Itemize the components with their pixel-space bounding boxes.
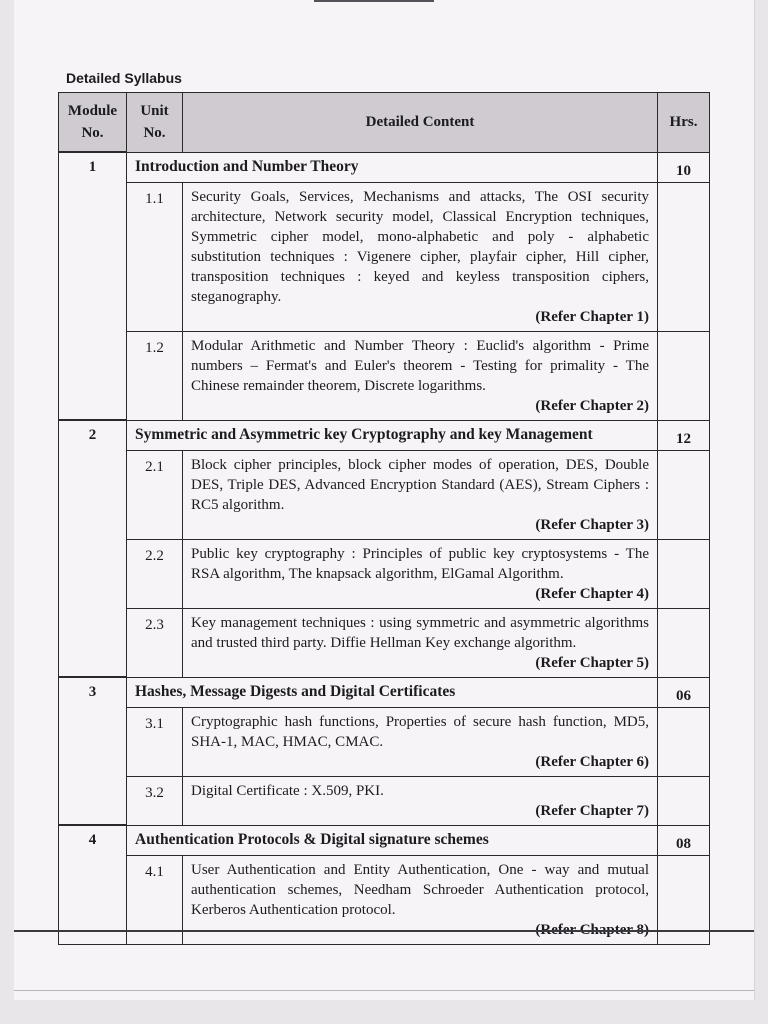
page-edge-rule <box>14 990 754 991</box>
module-hours: 12 <box>658 420 710 450</box>
module-hours: 08 <box>658 825 710 855</box>
module-number: 1 <box>59 152 127 420</box>
hours-cell-empty <box>658 707 710 776</box>
hours-cell-empty <box>658 450 710 539</box>
unit-row <box>59 331 710 420</box>
module-number: 2 <box>59 420 127 677</box>
unit-content <box>183 539 658 608</box>
unit-number: 2.3 <box>127 608 183 677</box>
header-module: Module No. <box>59 93 127 153</box>
unit-text: Cryptographic hash functions, Properties of secure hash function, MD5, SHA-1, MAC, HMAC, CMAC. <box>191 713 649 750</box>
unit-text: Digital Certificate : X.509, PKI. <box>191 782 384 799</box>
module-row <box>59 152 710 182</box>
unit-text: Public key cryptography : Principles of public key cryptosystems - The RSA algorithm, The knapsack algorithm, ElGamal Algorithm. <box>191 545 649 582</box>
unit-number: 3.2 <box>127 776 183 825</box>
unit-text: User Authentication and Entity Authentication, One - way and mutual authentication schemes, Needham Schroeder Authentication protocol, Kerberos Authentication protocol. <box>191 861 649 918</box>
module-hours: 10 <box>658 152 710 182</box>
chapter-reference: (Refer Chapter 1) <box>535 308 649 325</box>
header-row <box>59 93 710 153</box>
chapter-reference: (Refer Chapter 5) <box>535 654 649 671</box>
unit-text: Security Goals, Services, Mechanisms and attacks, The OSI security architecture, Network security model, Classical Encryption techniques, Symmetric cipher model, mono-alphabetic and poly - alphabetic substitution techniques : Vigenere cipher, playfair cipher, Hill cipher, transposition techniques : keyed and keyless transposition ciphers, steganography. <box>191 188 649 305</box>
module-row <box>59 420 710 450</box>
syllabus-table <box>58 92 710 945</box>
chapter-reference: (Refer Chapter 6) <box>535 753 649 770</box>
unit-content <box>183 182 658 331</box>
unit-number: 2.1 <box>127 450 183 539</box>
module-number: 3 <box>59 677 127 825</box>
header-hrs: Hrs. <box>658 93 710 153</box>
unit-number: 1.1 <box>127 182 183 331</box>
unit-number: 4.1 <box>127 855 183 944</box>
unit-text: Modular Arithmetic and Number Theory : Euclid's algorithm - Prime numbers – Fermat's and Euler's theorem - Testing for primality - The Chinese remainder theorem, Discrete logarithms. <box>191 337 649 394</box>
module-title: Symmetric and Asymmetric key Cryptography and key Management <box>127 420 658 450</box>
unit-row <box>59 707 710 776</box>
hours-cell-empty <box>658 539 710 608</box>
module-row <box>59 677 710 707</box>
hours-cell-empty <box>658 182 710 331</box>
unit-number: 3.1 <box>127 707 183 776</box>
section-title: Detailed Syllabus <box>66 70 182 86</box>
module-title: Hashes, Message Digests and Digital Certificates <box>127 677 658 707</box>
chapter-reference: (Refer Chapter 2) <box>535 397 649 414</box>
unit-row <box>59 776 710 825</box>
chapter-reference: (Refer Chapter 4) <box>535 585 649 602</box>
unit-content <box>183 776 658 825</box>
unit-content <box>183 450 658 539</box>
chapter-reference: (Refer Chapter 7) <box>535 802 649 819</box>
unit-number: 2.2 <box>127 539 183 608</box>
hours-cell-empty <box>658 776 710 825</box>
module-title: Introduction and Number Theory <box>127 152 658 182</box>
unit-content <box>183 707 658 776</box>
unit-number: 1.2 <box>127 331 183 420</box>
header-unit: Unit No. <box>127 93 183 153</box>
unit-row <box>59 608 710 677</box>
unit-content <box>183 608 658 677</box>
bottom-rule <box>14 930 754 932</box>
unit-row <box>59 450 710 539</box>
unit-text: Block cipher principles, block cipher modes of operation, DES, Double DES, Triple DES, Advanced Encryption Standard (AES), Stream Ciphers : RC5 algorithm. <box>191 456 649 513</box>
unit-row <box>59 182 710 331</box>
unit-content <box>183 331 658 420</box>
unit-row <box>59 539 710 608</box>
module-hours: 06 <box>658 677 710 707</box>
hours-cell-empty <box>658 608 710 677</box>
chapter-reference: (Refer Chapter 3) <box>535 516 649 533</box>
hours-cell-empty <box>658 331 710 420</box>
module-row <box>59 825 710 855</box>
unit-text: Key management techniques : using symmetric and asymmetric algorithms and trusted third party. Diffie Hellman Key exchange algorithm. <box>191 614 649 651</box>
module-title: Authentication Protocols & Digital signature schemes <box>127 825 658 855</box>
module-number: 4 <box>59 825 127 944</box>
top-rule <box>314 0 434 2</box>
header-content: Detailed Content <box>183 93 658 153</box>
